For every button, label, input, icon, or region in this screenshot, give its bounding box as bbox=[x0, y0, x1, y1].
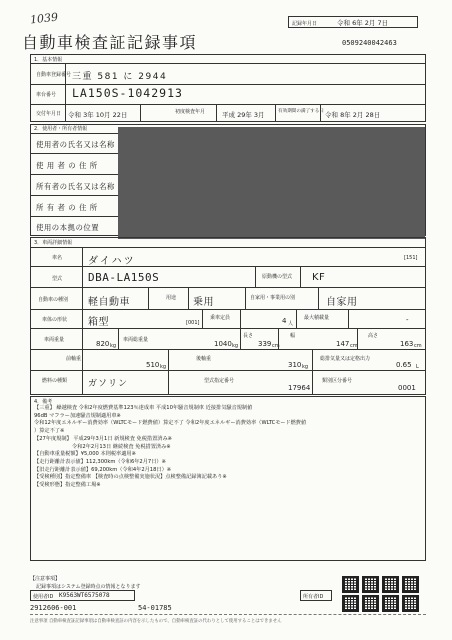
type-no-label: 型式指定番号 bbox=[204, 378, 235, 384]
bottom-text: 注意事項 自動車検査証記録事項は自動車検査証の内容を示したもので、自動車検査証の代わりとして使用することはできません bbox=[30, 619, 282, 624]
capacity-value: 4 bbox=[282, 317, 287, 325]
document-number: 0509240042463 bbox=[342, 39, 397, 47]
fuel-label: 燃料の種類 bbox=[42, 378, 68, 384]
gross-value: 1040 bbox=[214, 340, 232, 348]
front-axle-value: 510 bbox=[146, 361, 160, 369]
first-reg-value: 平成 29年 3月 bbox=[222, 111, 265, 119]
gross-label: 車両総重量 bbox=[123, 337, 149, 343]
qr-code-2 bbox=[362, 576, 379, 593]
front-axle-label: 前軸重 bbox=[66, 356, 82, 362]
owner-name-label: 所有者の氏名又は名称 bbox=[36, 182, 115, 191]
record-date-box bbox=[288, 16, 418, 28]
remark-line: ）算定不了※ bbox=[34, 428, 65, 435]
qr-code-3 bbox=[382, 576, 399, 593]
chassis-label: 車台番号 bbox=[36, 92, 57, 98]
handwritten-note: 1039 bbox=[29, 10, 59, 27]
remark-line: 【旧走行距離計表示値】69,200km（令和4年2月18日）※ bbox=[34, 466, 172, 473]
section3-header: 3．車両詳細情報 bbox=[34, 240, 73, 246]
shape-value: 箱型 bbox=[88, 317, 109, 328]
remark-line: 【自動車重量税額】¥5,000 本則税率適用※ bbox=[34, 451, 136, 458]
user-id-box bbox=[30, 590, 135, 601]
length-unit: cm bbox=[272, 343, 280, 349]
private-value: 自家用 bbox=[326, 297, 358, 308]
fuel-value: ガソリン bbox=[88, 379, 129, 389]
remarks-list bbox=[34, 405, 424, 490]
section2-header: 2．使用者・所有者情報 bbox=[34, 126, 88, 132]
qr-code-6 bbox=[362, 595, 379, 612]
code-left: 2912606-001 bbox=[30, 604, 77, 612]
private-label: 自家用・事業用の別 bbox=[250, 295, 296, 301]
maker-label: 車名 bbox=[52, 255, 63, 261]
user-address-label: 使 用 者 の 住 所 bbox=[36, 161, 98, 170]
remark-line: 【受検形態】指定整備工場※ bbox=[34, 482, 101, 489]
record-date-label: 記録年月日 bbox=[292, 21, 318, 27]
shape-label: 車体の形状 bbox=[42, 317, 68, 323]
rear-axle-label: 後軸重 bbox=[196, 356, 212, 362]
remark-line: 【三重】 繰越検査 令和2年度燃費基準123％達成車 平成10年騒音規制車 近接排気騒音規制値 bbox=[34, 405, 253, 411]
notice-line: 記録事項はシステム登録時点の情報となります bbox=[36, 584, 141, 590]
maxload-label: 最大積載量 bbox=[304, 315, 330, 321]
qr-code-7 bbox=[382, 595, 399, 612]
first-reg-label: 初度検査年月 bbox=[175, 109, 206, 115]
issue-value: 令和 3年 10月 22日 bbox=[68, 111, 128, 119]
gross-unit: kg bbox=[232, 343, 239, 349]
expiry-label: 有効期間の満了する日 bbox=[278, 109, 324, 114]
section4-header: 4．備考 bbox=[34, 399, 53, 405]
record-date-value: 令和 6年 2月 7日 bbox=[337, 19, 389, 27]
reg-no-label: 自動車登録番号 bbox=[36, 72, 72, 78]
capacity-label: 乗車定員 bbox=[210, 315, 231, 321]
remark-line: 96dB マフラー加速騒音規制適用車※ bbox=[34, 412, 121, 419]
displacement-unit: L bbox=[416, 364, 419, 370]
height-unit: cm bbox=[414, 343, 422, 349]
remark-line: 【27年度規制】 平成29年3月1日 新規検査 免税措置済み※ bbox=[34, 435, 173, 442]
front-axle-unit: kg bbox=[160, 364, 167, 370]
remark-line: 令和2年2月13日 継続検査 免税措置済み※ bbox=[72, 443, 171, 450]
rear-axle-unit: kg bbox=[302, 364, 309, 370]
remark-line: 【走行距離計表示値】112,300km（令和6年2月7日）※ bbox=[34, 458, 166, 465]
rear-axle-value: 310 bbox=[288, 361, 302, 369]
maker-value: ダイハツ bbox=[88, 256, 136, 267]
length-value: 339 bbox=[258, 340, 272, 348]
maxload-value: - bbox=[406, 316, 409, 324]
category-value: 0001 bbox=[398, 384, 416, 392]
engine-label: 原動機の型式 bbox=[262, 274, 293, 280]
engine-value: KF bbox=[312, 272, 326, 283]
remark-line: 【受検種別】指定整備車 【検査時の点検整備実施状況】点検整備記録簿記載あり※ bbox=[34, 474, 227, 481]
qr-code-8 bbox=[402, 595, 419, 612]
weight-label: 車両重量 bbox=[44, 337, 65, 343]
displacement-value: 0.65 bbox=[396, 361, 412, 369]
length-label: 長さ bbox=[243, 333, 254, 339]
weight-unit: kg bbox=[110, 343, 117, 349]
height-value: 163 bbox=[400, 340, 414, 348]
reg-no-value: 三重 581 に 2944 bbox=[72, 72, 168, 82]
capacity-unit: 人 bbox=[288, 321, 294, 327]
qr-code-5 bbox=[342, 595, 359, 612]
owner-id-box bbox=[300, 590, 332, 601]
category-label: 類別区分番号 bbox=[322, 378, 353, 384]
width-label: 幅 bbox=[290, 333, 296, 339]
displacement-label: 総排気量又は定格出力 bbox=[320, 356, 371, 362]
model-value: DBA-LA150S bbox=[88, 271, 160, 284]
qr-code-4 bbox=[402, 576, 419, 593]
kind-value: 軽自動車 bbox=[88, 297, 130, 308]
type-no-value: 17964 bbox=[288, 384, 311, 392]
height-label: 高さ bbox=[368, 333, 379, 339]
width-value: 147 bbox=[336, 340, 350, 348]
owner-address-label: 所 有 者 の 住 所 bbox=[36, 203, 98, 212]
section1-header: 1．基本情報 bbox=[34, 57, 63, 63]
qr-code-1 bbox=[342, 576, 359, 593]
weight-value: 820 bbox=[96, 340, 110, 348]
shape-code: [001] bbox=[186, 320, 200, 326]
use-value: 乗用 bbox=[193, 297, 214, 308]
document-title: 自動車検査証記録事項 bbox=[22, 33, 198, 52]
chassis-value: LA150S-1042913 bbox=[72, 86, 183, 100]
expiry-value: 令和 8年 2月 28日 bbox=[325, 111, 381, 119]
user-id-label: 使用者ID bbox=[33, 594, 54, 600]
model-label: 型式 bbox=[52, 276, 63, 282]
user-id-value: K9563WT6575078 bbox=[59, 592, 110, 599]
remark-line: 令和12年度エネルギー消費効率（WLTCモード燃費値）算定不了 令和2年度エネルギー消費効率（WLTCモード燃費値 bbox=[34, 420, 307, 427]
user-name-label: 使用者の氏名又は名称 bbox=[36, 140, 115, 149]
redaction-block bbox=[118, 127, 425, 239]
use-label: 用途 bbox=[166, 295, 177, 301]
width-unit: cm bbox=[350, 343, 358, 349]
issue-label: 交付年月日 bbox=[36, 111, 62, 117]
code-mid: 54-01785 bbox=[138, 604, 172, 612]
maker-code: [151] bbox=[404, 255, 418, 261]
kind-label: 自動車の種別 bbox=[38, 297, 69, 303]
base-location-label: 使用の本拠の位置 bbox=[36, 223, 100, 232]
owner-id-label: 所有者ID bbox=[303, 594, 324, 600]
notice-header: 【注意事項】 bbox=[30, 576, 61, 582]
